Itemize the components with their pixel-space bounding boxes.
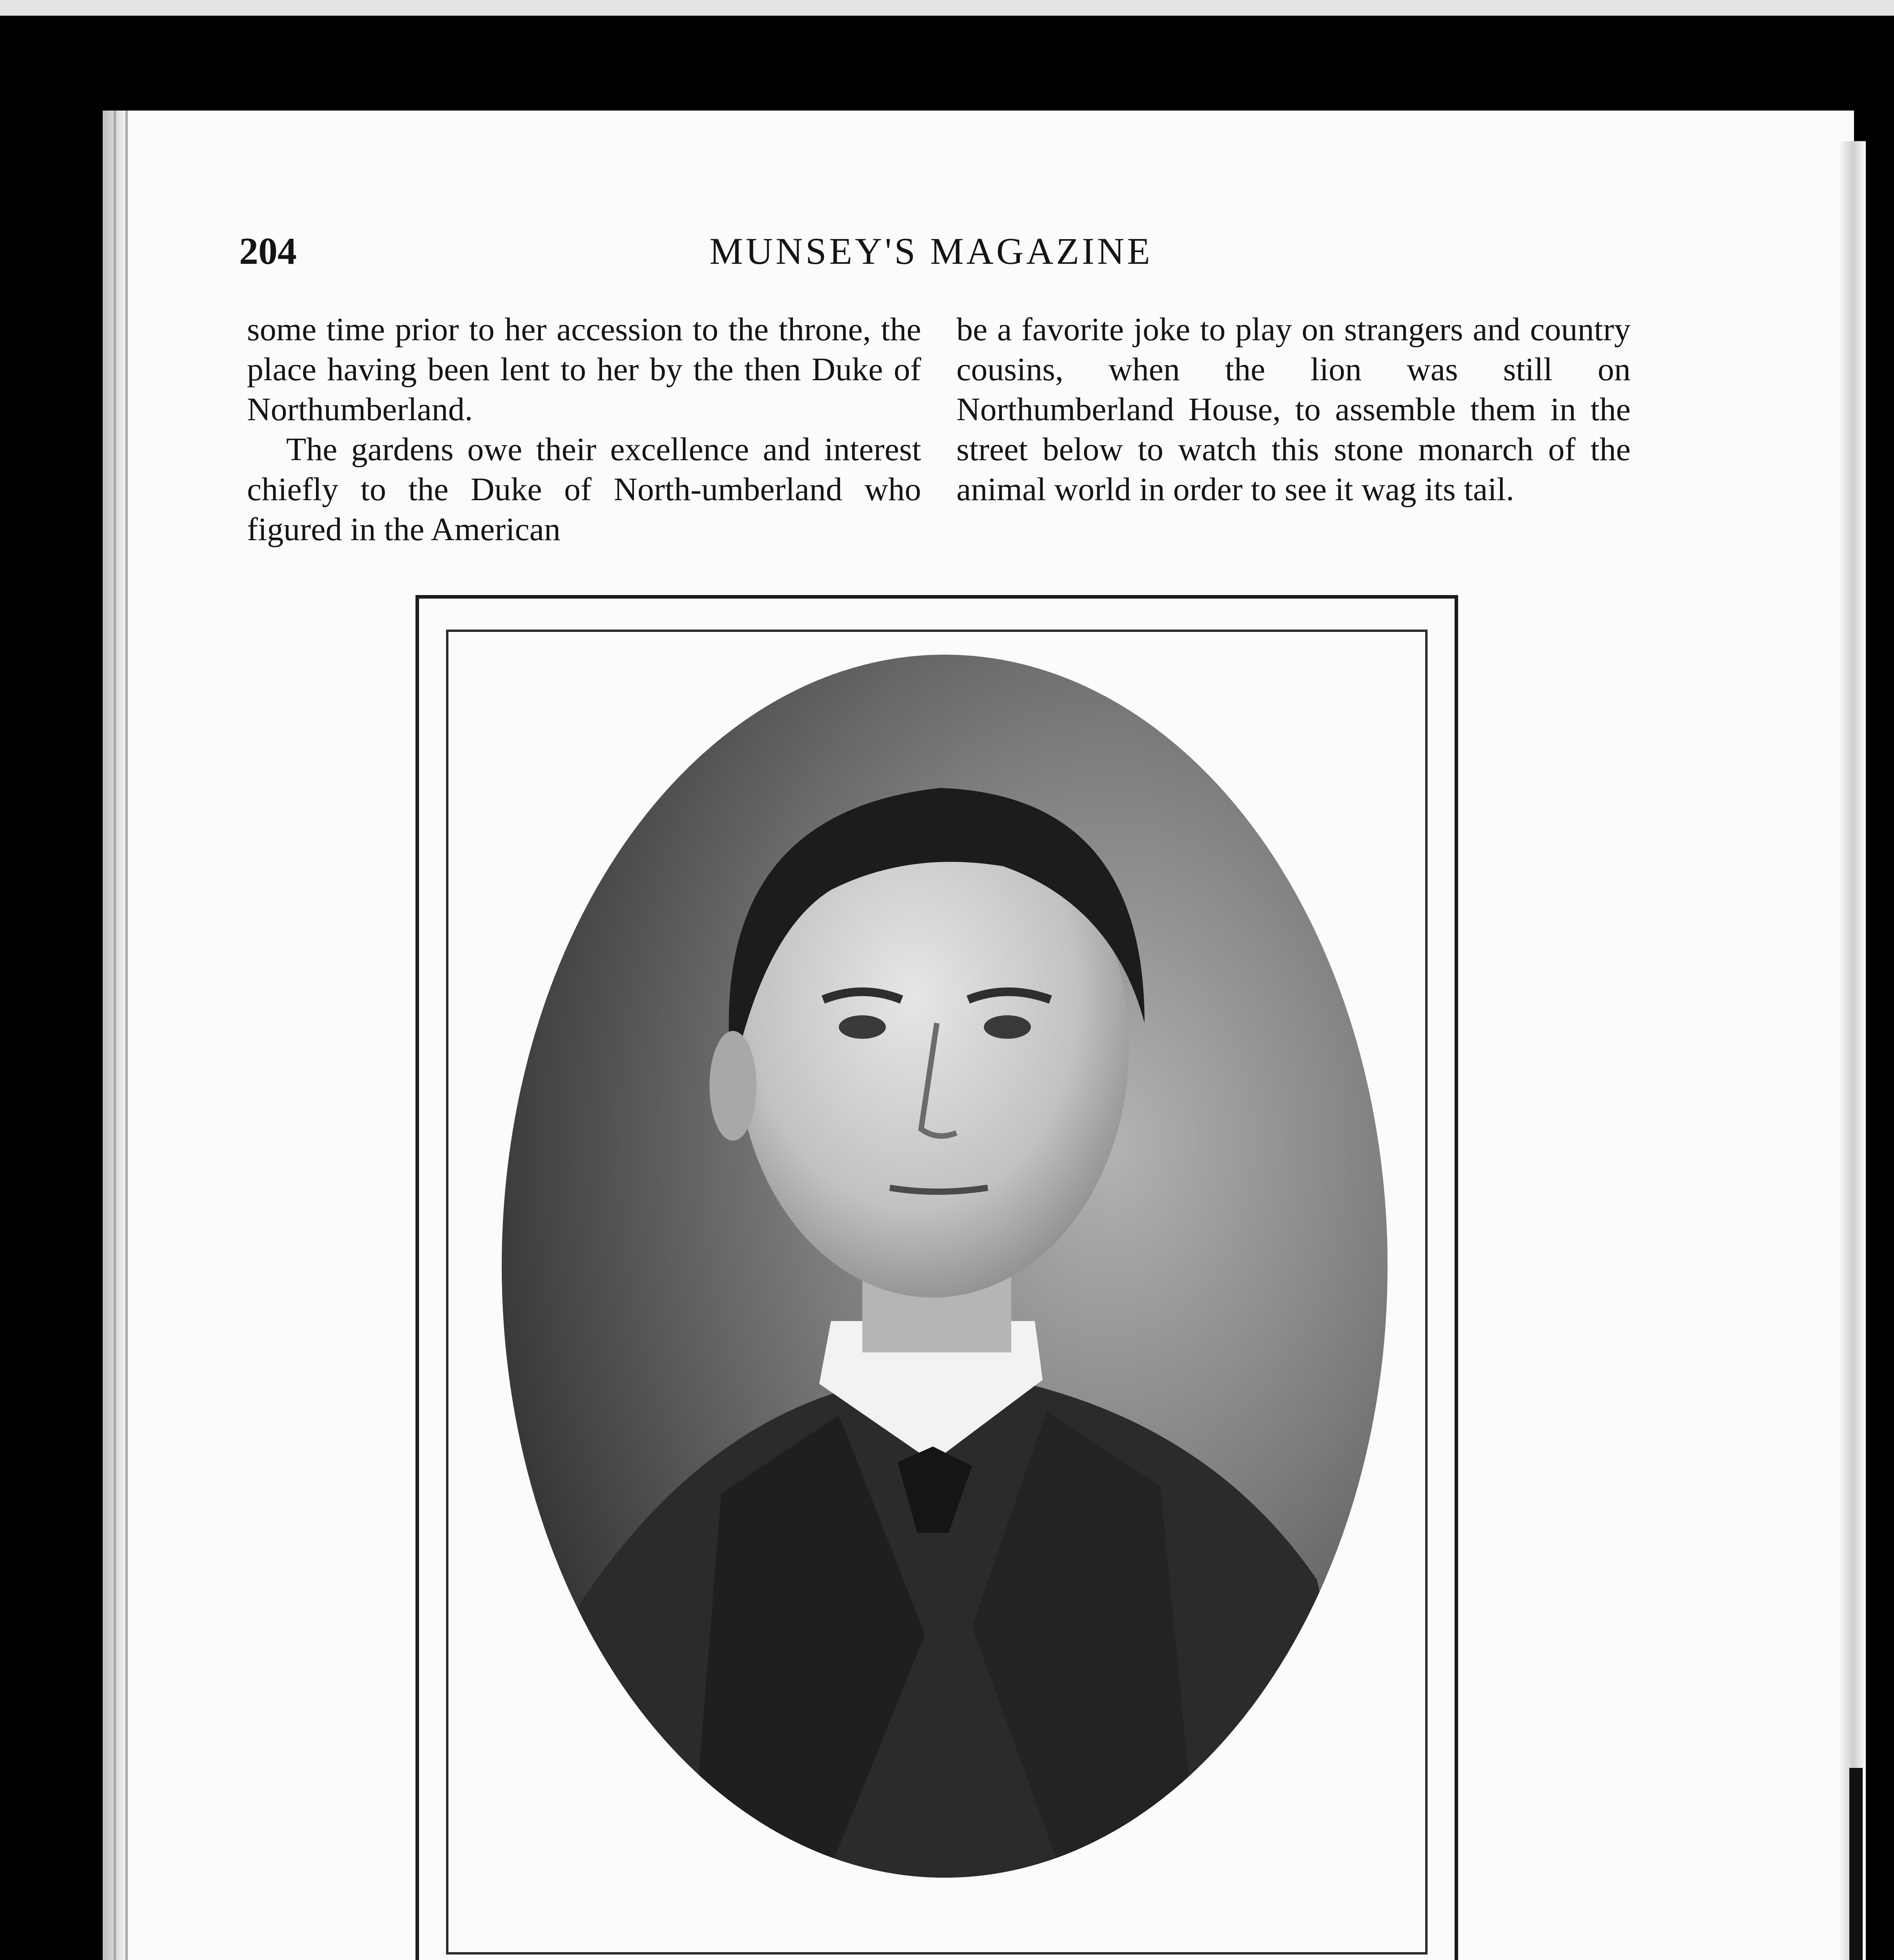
page-number: 204: [239, 230, 297, 272]
top-scan-strip: [0, 0, 1894, 16]
binding-line: [114, 111, 116, 1960]
page-edge-clip: [1849, 1768, 1863, 1960]
running-head: MUNSEY'S MAGAZINE: [709, 230, 1153, 272]
binding-line: [125, 111, 128, 1960]
paragraph: be a favorite joke to play on strangers and country cousins, when the lion was still on Northumberland House, to assemble them in the street below to watch this stone monarch of the animal world in order to see it wag its tail.: [956, 311, 1631, 508]
paragraph: The gardens owe their excellence and interest chiefly to the Duke of North-umberland who figured in the American: [247, 431, 921, 548]
paragraph: some time prior to her accession to the throne, the place having been lent to her by the then Duke of Northumberland.: [247, 311, 921, 428]
portrait-photograph: [486, 647, 1403, 1886]
top-left-column: [247, 310, 921, 550]
top-right-column: [956, 310, 1631, 510]
page-edge-shadow: [1838, 141, 1866, 1960]
